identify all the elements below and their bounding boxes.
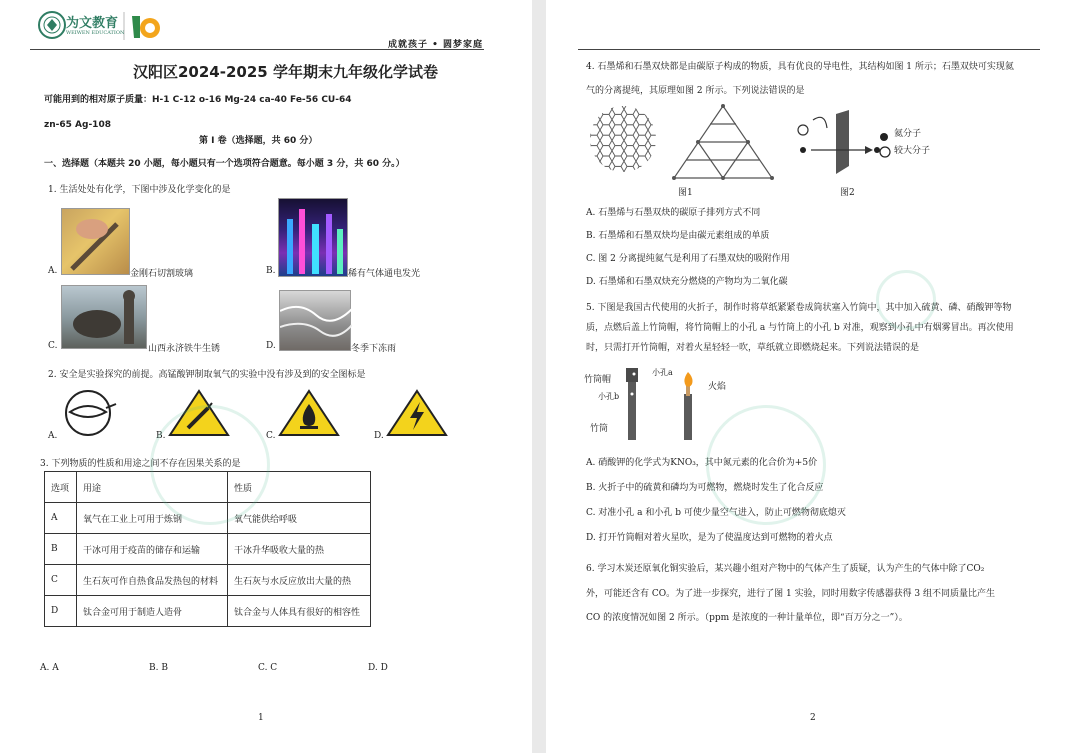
q5-option-b[interactable]: B. 火折子中的硫黄和磷均为可燃物，燃烧时发生了化合反应 [586,483,824,493]
legend-large-molecule: 较大分子 [894,146,931,156]
exam-page-1 [0,0,532,753]
exam-title: 汉阳区2024-2025 学年期末九年级化学试卷 [133,63,438,81]
table-cell: 生石灰可作自热食品发热包的材料 [77,565,228,596]
table-header-cell: 性质 [228,472,371,503]
table-row [45,565,371,596]
q1-option-b-letter[interactable]: B. [266,266,276,276]
motto: 成就孩子 • 圆梦家庭 [388,40,484,50]
q3-answer-d[interactable]: D. D [368,663,388,673]
legend-small-molecule: 氦分子 [894,129,922,139]
part-one-heading: 一、选择题（本题共 20 小题，每小题只有一个选项符合题意。每小题 3 分，共 60 分。） [44,159,405,169]
figure-1-label: 图1 [678,188,693,198]
figure-2-label: 图2 [840,188,855,198]
q5-option-a[interactable]: A. 硝酸钾的化学式为KNO₃，其中氮元素的化合价为+5价 [586,458,818,468]
q1-option-d-letter[interactable]: D. [266,341,276,351]
table-cell: 氧气在工业上可用于炼钢 [77,503,228,534]
table-row [45,534,371,565]
q1-option-d-caption: 冬季下冻雨 [351,344,397,354]
brand-subtitle: WEIWEN EDUCATION [66,30,125,36]
q3-answer-b[interactable]: B. B [149,663,168,673]
photo-glass-cutting [61,208,130,275]
table-cell: 生石灰与水反应放出大量的热 [228,565,371,596]
q4-option-a[interactable]: A. 石墨烯与石墨双炔的碳原子排列方式不同 [586,208,761,218]
table-cell: A [45,503,77,534]
page-number: 1 [258,713,264,723]
q6-line-1: 6. 学习木炭还原氧化铜实验后，某兴趣小组对产物中的气体产生了质疑，认为产生的气体中除了CO₂ [586,564,985,574]
table-header-cell: 用途 [77,472,228,503]
large-molecule-legend-icon [879,143,891,162]
section-title: 第 Ⅰ 卷（选择题，共 60 分） [199,136,318,146]
atomic-masses-line-2: zn-65 Ag-108 [44,120,111,130]
q2-option-b[interactable]: B. [156,431,166,441]
label-bamboo-cap: 竹筒帽 [584,375,612,385]
q6-line-2: 外，可能还含有 CO。为了进一步探究，进行了图 1 实验，同时用数字传感器获得 3 组不同质量比产生 [586,589,996,599]
page-number: 2 [810,713,816,723]
q3-stem: 3. 下列物质的性质和用途之间不存在因果关系的是 [40,459,241,469]
q1-stem: 1. 生活处处有化学，下图中涉及化学变化的是 [48,185,231,195]
q3-answer-c[interactable]: C. C [258,663,278,673]
q2-option-a[interactable]: A. [48,431,58,441]
q1-option-c-letter[interactable]: C. [48,341,58,351]
table-cell: D [45,596,77,627]
table-cell: 钛合金可用于制造人造骨 [77,596,228,627]
q4-option-d[interactable]: D. 石墨烯和石墨双炔充分燃烧的产物均为二氧化碳 [586,277,788,287]
atomic-masses-line-1: 可能用到的相对原子质量：H-1 C-12 o-16 Mg-24 ca-40 Fe-56 CU-64 [44,95,352,105]
q3-answer-a[interactable]: A. A [40,663,59,673]
q4-option-c[interactable]: C. 图 2 分离提纯氦气是利用了石墨双炔的吸附作用 [586,254,790,264]
flame-heating-warning-icon [278,388,340,442]
table-cell: 干冰可用于疫苗的储存和运输 [77,534,228,565]
q5-stem-line-1: 5. 下图是我国古代使用的火折子，制作时将草纸紧紧卷成筒状塞入竹筒中，其中加入硫黄、磷、硝酸钾等物 [586,303,1012,313]
q1-option-a-letter[interactable]: A. [48,266,58,276]
electricity-warning-icon [386,388,448,442]
separation-diagram [791,108,881,182]
table-cell: B [45,534,77,565]
q4-stem-line-2: 气的分离提纯，其原理如图 2 所示。下列说法错误的是 [586,86,805,96]
table-cell: 氧气能供给呼吸 [228,503,371,534]
q2-option-c[interactable]: C. [266,431,276,441]
label-flame: 火焰 [708,382,727,392]
watermark-logo [876,270,936,330]
q6-line-3: CO 的浓度情况如图 2 所示。（ppm 是浓度的一种计量单位，即“百万分之一”）。 [586,613,908,623]
q5-stem-line-3: 时，只需打开竹筒帽，对着火星轻轻一吹，草纸就立即燃烧起来。下列说法错误的是 [586,343,920,353]
graphdiyne-structure-figure [668,102,778,186]
q5-option-c[interactable]: C. 对准小孔 a 和小孔 b 可使少量空气进入，防止可燃物彻底熄灭 [586,508,846,518]
watermark-logo [150,405,270,525]
watermark-logo [706,405,826,525]
table-header-cell: 选项 [45,472,77,503]
q4-option-b[interactable]: B. 石墨烯和石墨双炔均是由碳元素组成的单质 [586,231,770,241]
photo-freezing-rain [279,290,351,351]
photo-neon-lights [278,198,348,277]
q2-option-d[interactable]: D. [374,431,384,441]
graphene-structure-figure [588,104,658,178]
label-bamboo-tube: 竹筒 [590,424,609,434]
q1-option-c-caption: 山西永济铁牛生锈 [148,344,221,354]
brand-name: 为文教育 [66,16,119,31]
q1-option-a-caption: 金刚石切割玻璃 [130,269,194,279]
table-row [45,596,371,627]
label-hole-b: 小孔b [598,392,620,401]
label-hole-a: 小孔a [652,368,673,377]
exam-page-2 [546,0,1080,753]
q4-stem-line-1: 4. 石墨烯和石墨双炔都是由碳原子构成的物质，具有优良的导电性，其结构如图 1 所示；石墨双炔可实现氦 [586,62,1014,72]
header-rule [30,49,484,50]
photo-iron-ox [61,285,147,349]
q1-option-b-caption: 稀有气体通电发光 [348,269,421,279]
table-cell: C [45,565,77,596]
header-rule [578,49,1040,50]
q5-option-d[interactable]: D. 打开竹筒帽对着火星吹，是为了使温度达到可燃物的着火点 [586,533,833,543]
goggles-safety-icon [60,388,118,442]
table-cell: 钛合金与人体具有很好的相容性 [228,596,371,627]
table-cell: 干冰升华吸收大量的热 [228,534,371,565]
q2-stem: 2. 安全是实验探究的前提。高锰酸钾制取氧气的实验中没有涉及到的安全图标是 [48,370,366,380]
q5-stem-line-2: 质，点燃后盖上竹筒帽，将竹筒帽上的小孔 a 与竹筒上的小孔 b 对准，观察到小孔中有烟雾冒出。再次使用 [586,323,1014,333]
